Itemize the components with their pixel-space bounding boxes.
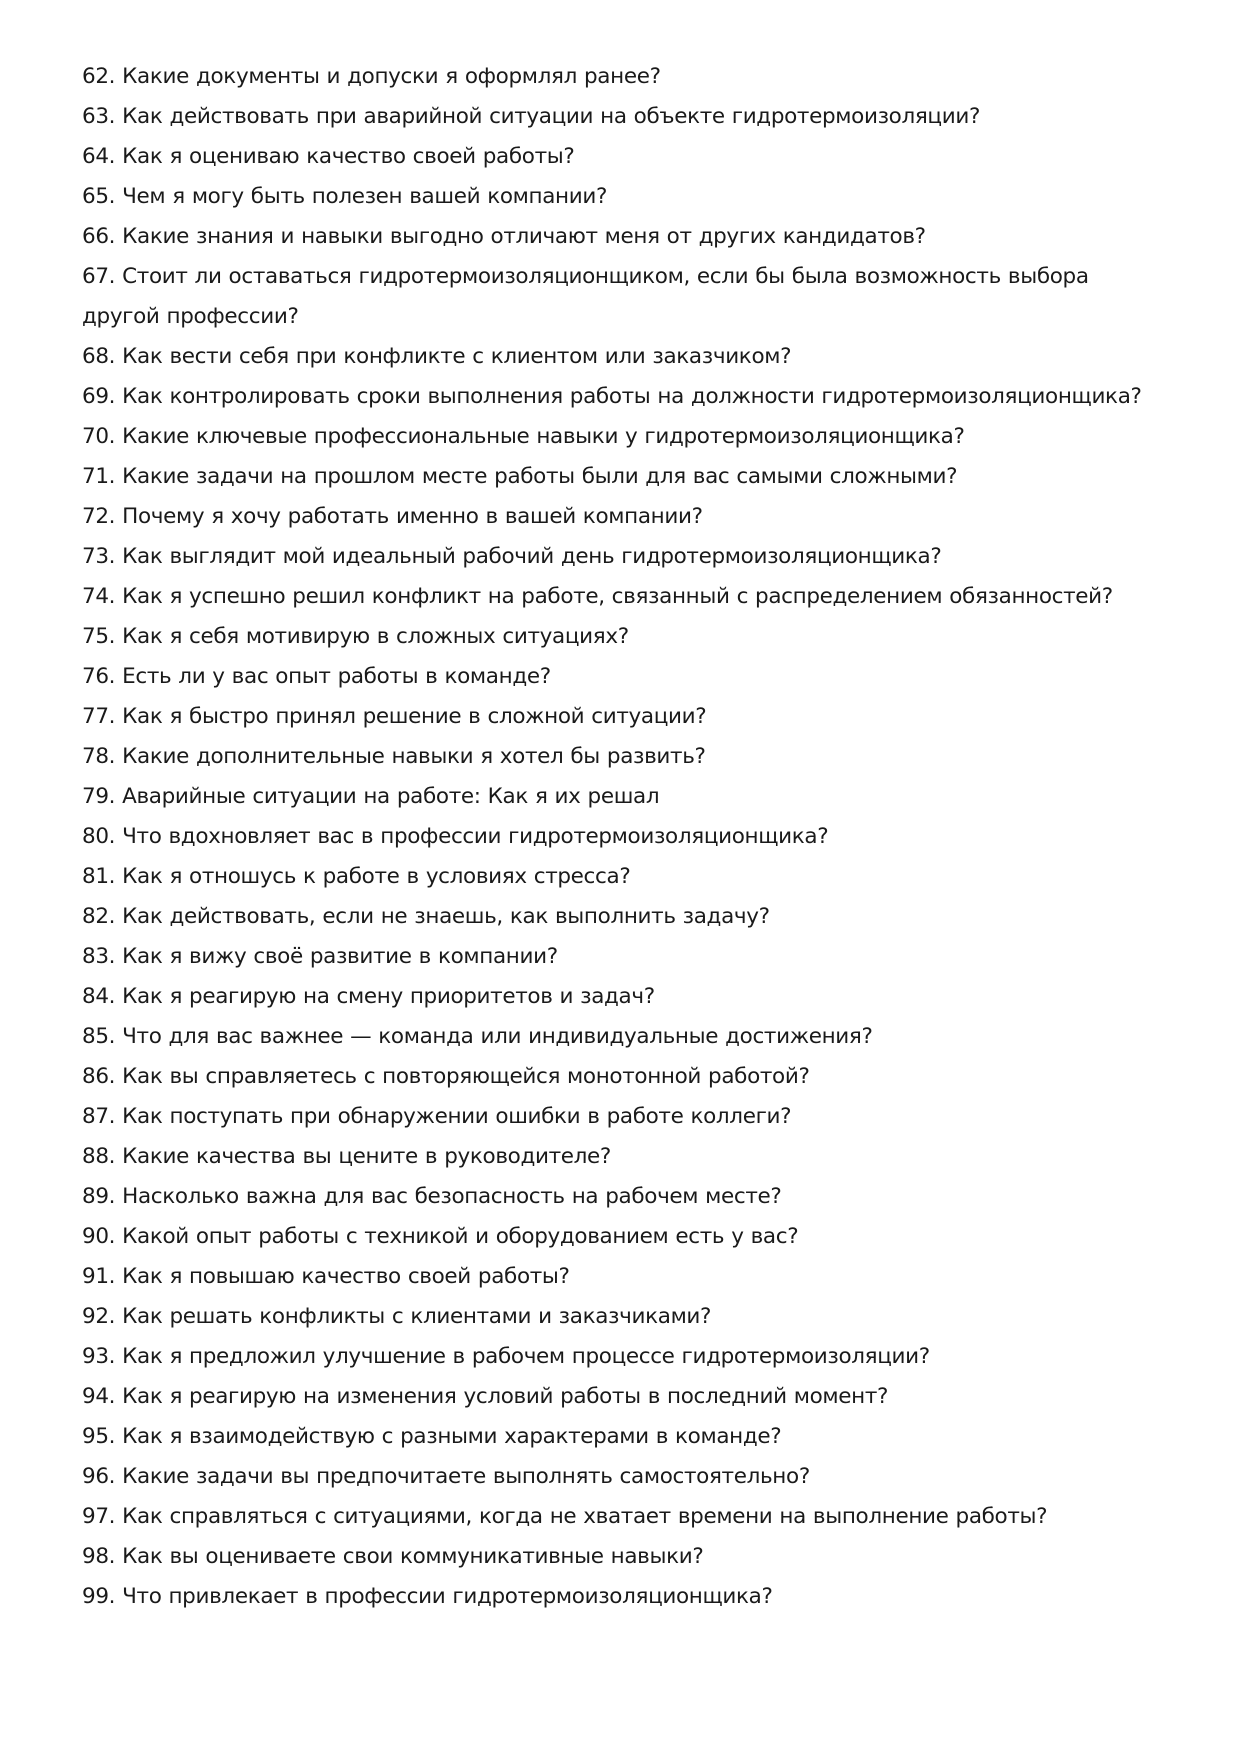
question-65: 65. Чем я могу быть полезен вашей компании? bbox=[82, 184, 608, 209]
question-98: 98. Как вы оцениваете свои коммуникативные навыки? bbox=[82, 1544, 704, 1569]
question-89: 89. Насколько важна для вас безопасность на рабочем месте? bbox=[82, 1184, 782, 1209]
question-80: 80. Что вдохновляет вас в профессии гидротермоизоляционщика? bbox=[82, 824, 829, 849]
question-list bbox=[82, 57, 1162, 1617]
question-97: 97. Как справляться с ситуациями, когда не хватает времени на выполнение работы? bbox=[82, 1504, 1048, 1529]
question-92: 92. Как решать конфликты с клиентами и заказчиками? bbox=[82, 1304, 712, 1329]
question-71: 71. Какие задачи на прошлом месте работы были для вас самыми сложными? bbox=[82, 464, 958, 489]
question-87: 87. Как поступать при обнаружении ошибки в работе коллеги? bbox=[82, 1104, 792, 1129]
question-82: 82. Как действовать, если не знаешь, как выполнить задачу? bbox=[82, 904, 770, 929]
question-62: 62. Какие документы и допуски я оформлял ранее? bbox=[82, 64, 661, 89]
question-84: 84. Как я реагирую на смену приоритетов и задач? bbox=[82, 984, 655, 1009]
question-79: 79. Аварийные ситуации на работе: Как я их решал bbox=[82, 784, 660, 809]
question-70: 70. Какие ключевые профессиональные навыки у гидротермоизоляционщика? bbox=[82, 424, 965, 449]
question-88: 88. Какие качества вы цените в руководителе? bbox=[82, 1144, 611, 1169]
question-99: 99. Что привлекает в профессии гидротермоизоляционщика? bbox=[82, 1584, 773, 1609]
question-85: 85. Что для вас важнее — команда или индивидуальные достижения? bbox=[82, 1024, 873, 1049]
question-72: 72. Почему я хочу работать именно в вашей компании? bbox=[82, 504, 703, 529]
question-95: 95. Как я взаимодействую с разными характерами в команде? bbox=[82, 1424, 782, 1449]
question-63: 63. Как действовать при аварийной ситуации на объекте гидротермоизоляции? bbox=[82, 104, 981, 129]
question-69: 69. Как контролировать сроки выполнения работы на должности гидротермоизоляционщика? bbox=[82, 384, 1142, 409]
question-94: 94. Как я реагирую на изменения условий работы в последний момент? bbox=[82, 1384, 889, 1409]
question-67: 67. Стоит ли оставаться гидротермоизоляционщиком, если бы была возможность выбора другой профессии? bbox=[82, 264, 1089, 329]
question-64: 64. Как я оцениваю качество своей работы? bbox=[82, 144, 575, 169]
question-74: 74. Как я успешно решил конфликт на работе, связанный с распределением обязанностей? bbox=[82, 584, 1113, 609]
question-93: 93. Как я предложил улучшение в рабочем процессе гидротермоизоляции? bbox=[82, 1344, 930, 1369]
question-78: 78. Какие дополнительные навыки я хотел бы развить? bbox=[82, 744, 706, 769]
question-96: 96. Какие задачи вы предпочитаете выполнять самостоятельно? bbox=[82, 1464, 810, 1489]
question-90: 90. Какой опыт работы с техникой и оборудованием есть у вас? bbox=[82, 1224, 799, 1249]
question-81: 81. Как я отношусь к работе в условиях стресса? bbox=[82, 864, 631, 889]
question-76: 76. Есть ли у вас опыт работы в команде? bbox=[82, 664, 551, 689]
question-73: 73. Как выглядит мой идеальный рабочий день гидротермоизоляционщика? bbox=[82, 544, 942, 569]
question-75: 75. Как я себя мотивирую в сложных ситуациях? bbox=[82, 624, 629, 649]
question-77: 77. Как я быстро принял решение в сложной ситуации? bbox=[82, 704, 707, 729]
question-83: 83. Как я вижу своё развитие в компании? bbox=[82, 944, 558, 969]
question-66: 66. Какие знания и навыки выгодно отличают меня от других кандидатов? bbox=[82, 224, 926, 249]
question-68: 68. Как вести себя при конфликте с клиентом или заказчиком? bbox=[82, 344, 792, 369]
document-page bbox=[82, 57, 1162, 1617]
question-86: 86. Как вы справляетесь с повторяющейся монотонной работой? bbox=[82, 1064, 810, 1089]
question-91: 91. Как я повышаю качество своей работы? bbox=[82, 1264, 570, 1289]
